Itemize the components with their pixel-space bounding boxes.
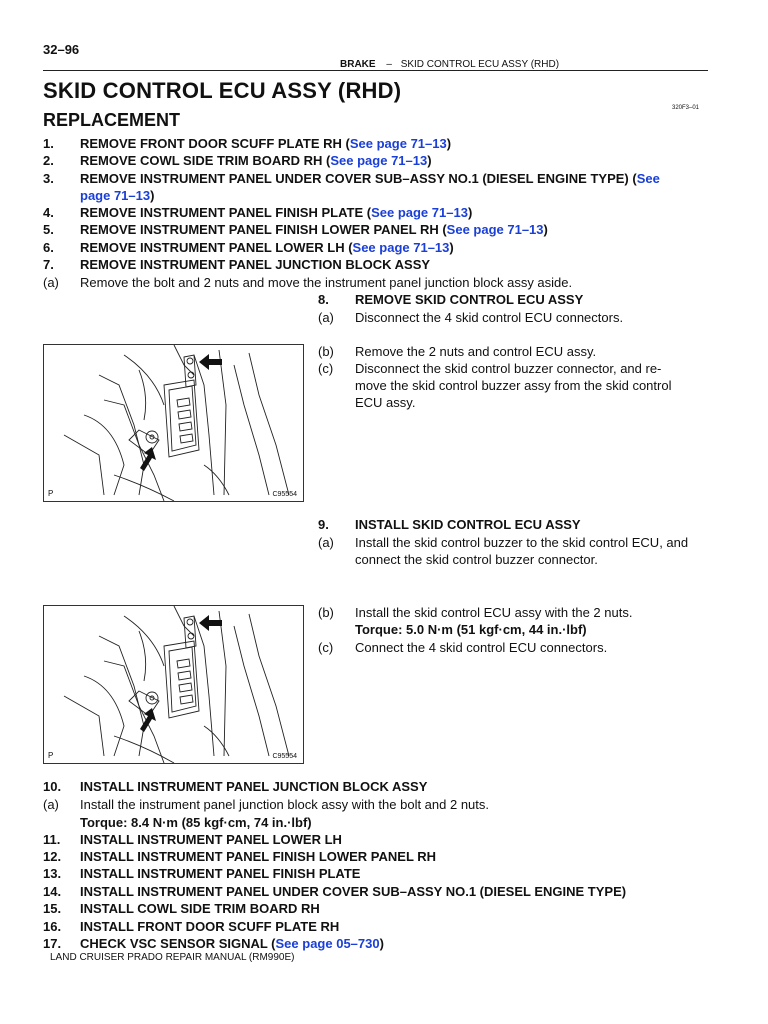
figure-p-label: P <box>48 489 54 498</box>
header-rule <box>43 70 708 71</box>
step-text: INSTALL SKID CONTROL ECU ASSY <box>355 517 581 532</box>
step-number: 17. <box>43 936 62 951</box>
substep-line: connect the skid control buzzer connector. <box>355 552 598 567</box>
substep-letter: (c) <box>318 640 334 655</box>
substep-text: Install the instrument panel junction block assy with the bolt and 2 nuts. <box>80 797 490 812</box>
paren: ) <box>449 240 454 255</box>
step-text: REMOVE COWL SIDE TRIM BOARD RH ( <box>80 153 331 168</box>
substep-line: Install the skid control buzzer to the skid control ECU, and <box>355 535 689 550</box>
see-page-link[interactable]: See page 71–13 <box>330 153 428 168</box>
figure-code: C95554 <box>272 491 297 498</box>
see-page-link[interactable]: See page 71–13 <box>349 136 447 151</box>
step-text: INSTALL INSTRUMENT PANEL UNDER COVER SUB–ASSY NO.1 (DIESEL ENGINE TYPE) <box>80 884 627 899</box>
substep-letter: (a) <box>43 275 59 290</box>
paren: ) <box>446 136 452 151</box>
step-number: 2. <box>43 153 54 168</box>
step-text: REMOVE SKID CONTROL ECU ASSY <box>355 292 584 307</box>
step-number: 11. <box>43 832 61 847</box>
step-text: REMOVE INSTRUMENT PANEL FINISH PLATE ( <box>80 205 372 220</box>
see-page-link[interactable]: See <box>636 171 660 186</box>
see-page-link[interactable]: See page 71–13 <box>446 222 544 237</box>
paren: ) <box>150 188 155 203</box>
step-number: 9. <box>318 517 329 532</box>
section-subtitle: REPLACEMENT <box>43 110 181 130</box>
step-number: 6. <box>43 240 54 255</box>
step-number: 3. <box>43 171 54 186</box>
paren: ) <box>427 153 432 168</box>
substep-text: Remove the 2 nuts and control ECU assy. <box>355 344 597 359</box>
step-number: 5. <box>43 222 54 237</box>
see-page-link[interactable]: See page 71–13 <box>352 240 450 255</box>
see-page-link[interactable]: See page 71–13 <box>371 205 468 220</box>
torque-spec-2: Torque: 8.4 N·m (85 kgf·cm, 74 in.·lbf) <box>80 815 312 830</box>
torque-spec-1: Torque: 5.0 N·m (51 kgf·cm, 44 in.·lbf) <box>355 622 587 637</box>
step-number: 4. <box>43 205 54 220</box>
running-header <box>340 59 559 70</box>
step-number: 13. <box>43 866 62 881</box>
step-number: 15. <box>43 901 62 916</box>
substep-text: Disconnect the 4 skid control ECU connectors. <box>355 310 624 325</box>
substep-letter: (a) <box>318 535 334 550</box>
substep-line: Disconnect the skid control buzzer connector, and re- <box>355 361 662 376</box>
step-text: CHECK VSC SENSOR SIGNAL ( <box>80 936 276 951</box>
header-dash: – <box>386 59 392 70</box>
step-number: 1. <box>43 136 54 151</box>
step-text: REMOVE FRONT DOOR SCUFF PLATE RH ( <box>80 136 350 151</box>
ecu-illustration <box>44 606 303 763</box>
figure-ecu-removal <box>43 344 304 502</box>
page-footer: LAND CRUISER PRADO REPAIR MANUAL (RM990E) <box>50 952 295 963</box>
substep-letter: (b) <box>318 605 334 620</box>
page-number: 32–96 <box>43 42 80 57</box>
substep-letter: (a) <box>43 797 59 812</box>
substep-text: Remove the bolt and 2 nuts and move the instrument panel junction block assy aside. <box>80 275 573 290</box>
step-number: 14. <box>43 884 62 899</box>
step-text: REMOVE INSTRUMENT PANEL FINISH LOWER PANEL RH ( <box>80 222 447 237</box>
step-text: INSTALL INSTRUMENT PANEL LOWER LH <box>80 832 342 847</box>
header-topic: SKID CONTROL ECU ASSY (RHD) <box>400 59 560 70</box>
figure-ecu-install <box>43 605 304 764</box>
paren: ) <box>467 205 473 220</box>
substep-letter: (a) <box>318 310 334 325</box>
step-text: REMOVE INSTRUMENT PANEL JUNCTION BLOCK ASSY <box>80 257 431 272</box>
figure-p-label: P <box>48 751 54 760</box>
step-text: INSTALL INSTRUMENT PANEL FINISH PLATE <box>80 866 361 881</box>
see-page-link[interactable]: page 71–13 <box>80 188 151 203</box>
step-number: 16. <box>43 919 62 934</box>
step-number: 7. <box>43 257 54 272</box>
paren: ) <box>379 936 384 951</box>
step-number: 8. <box>318 292 329 307</box>
step-text: REMOVE INSTRUMENT PANEL LOWER LH ( <box>80 240 353 255</box>
step-text: INSTALL INSTRUMENT PANEL JUNCTION BLOCK ASSY <box>80 779 428 794</box>
step-text: REMOVE INSTRUMENT PANEL UNDER COVER SUB–ASSY NO.1 (DIESEL ENGINE TYPE) ( <box>80 171 637 186</box>
page-title: SKID CONTROL ECU ASSY (RHD) <box>43 78 402 103</box>
header-section: BRAKE <box>340 59 376 70</box>
substep-line: move the skid control buzzer assy from the skid control <box>355 378 672 393</box>
substep-letter: (b) <box>318 344 334 359</box>
doc-code: 320F3–01 <box>672 105 700 111</box>
step-text: INSTALL COWL SIDE TRIM BOARD RH <box>80 901 320 916</box>
substep-letter: (c) <box>318 361 334 376</box>
substep-text: Connect the 4 skid control ECU connectors. <box>355 640 608 655</box>
paren: ) <box>543 222 548 237</box>
step-number: 12. <box>43 849 62 864</box>
substep-line: ECU assy. <box>355 395 416 410</box>
ecu-illustration <box>44 345 303 501</box>
substep-text: Install the skid control ECU assy with the 2 nuts. <box>355 605 633 620</box>
see-page-link[interactable]: See page 05–730 <box>275 936 380 951</box>
step-text: INSTALL INSTRUMENT PANEL FINISH LOWER PANEL RH <box>80 849 437 864</box>
step-text: INSTALL FRONT DOOR SCUFF PLATE RH <box>80 919 340 934</box>
figure-code: C95554 <box>272 753 297 760</box>
step-number: 10. <box>43 779 62 794</box>
